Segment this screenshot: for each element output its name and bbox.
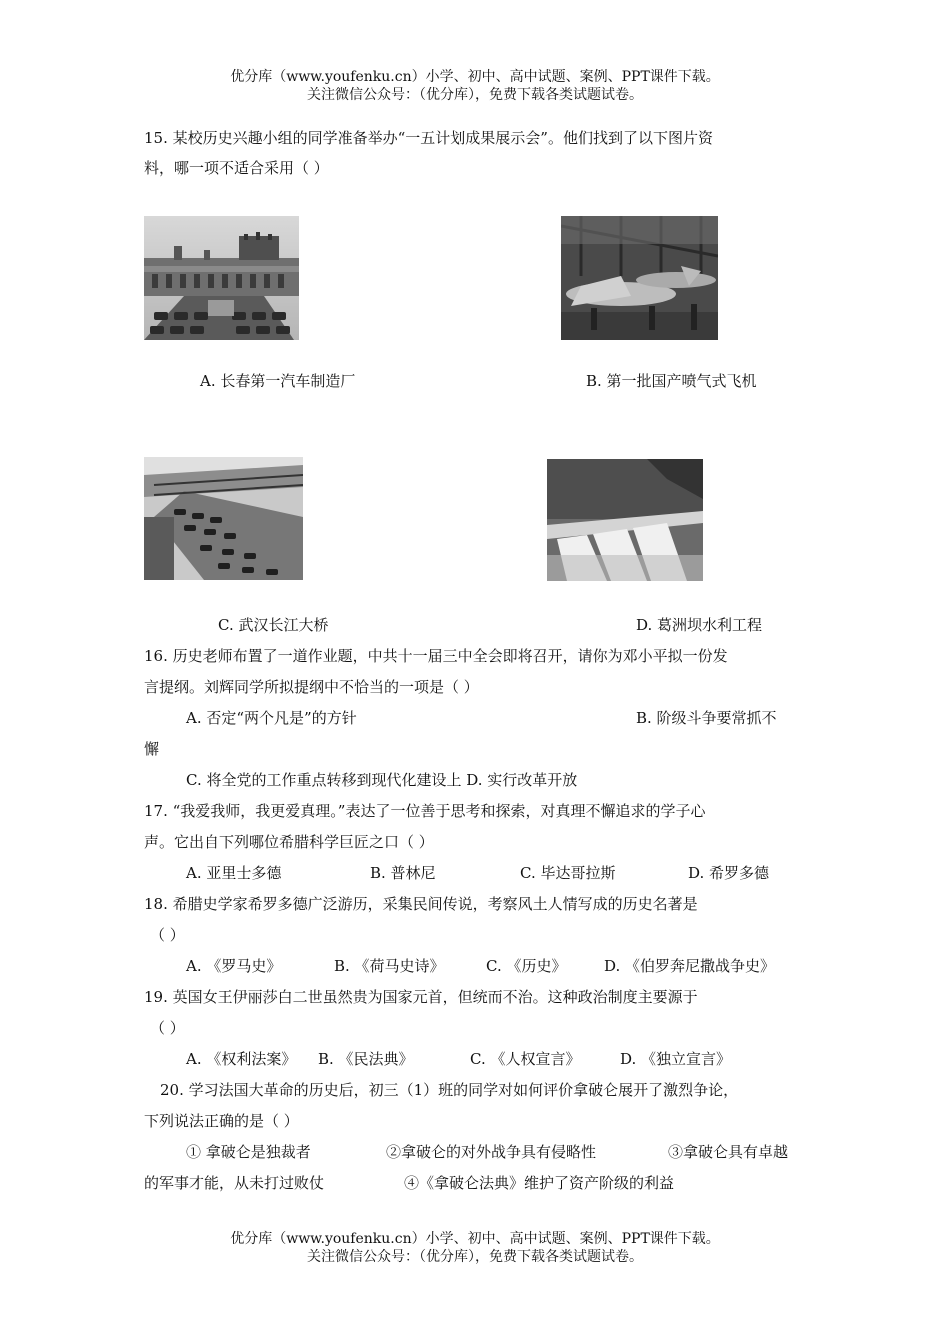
page-header-line2: 关注微信公众号：（优分库），免费下载各类试题试卷。 [307, 87, 643, 103]
photo-wuhan-bridge [144, 457, 303, 580]
q17-option-c: C. 毕达哥拉斯 [520, 864, 616, 882]
q20-item-4: ④《拿破仑法典》维护了资产阶级的利益 [404, 1174, 675, 1192]
q20-stem-line2: 下列说法正确的是（ ） [144, 1112, 299, 1130]
q20-stem-line1: 20. 学习法国大革命的历史后，初三（1）班的同学对如何评价拿破仑展开了激烈争论， [160, 1081, 739, 1099]
q17-option-a: A. 亚里士多德 [186, 864, 282, 882]
q16-stem-line1: 16. 历史老师布置了一道作业题，中共十一届三中全会即将召开，请你为邓小平拟一份发 [144, 647, 728, 665]
q19-option-a: A. 《权利法案》 [186, 1050, 297, 1068]
q20-item-1: ① 拿破仑是独裁者 [186, 1143, 311, 1161]
q17-option-d: D. 希罗多德 [688, 864, 770, 882]
q17-stem-line2: 声。它出自下列哪位希腊科学巨匠之口（ ） [144, 833, 434, 851]
photo-gezhouba-dam [547, 459, 703, 581]
q18-option-a: A. 《罗马史》 [186, 957, 282, 975]
q19-option-d: D. 《独立宣言》 [620, 1050, 732, 1068]
q15-option-b: B. 第一批国产喷气式飞机 [586, 372, 757, 390]
q18-option-b: B. 《荷马史诗》 [334, 957, 445, 975]
q17-stem-line1: 17. “我爱我师，我更爱真理。”表达了一位善于思考和探索，对真理不懈追求的学子心 [144, 802, 706, 820]
q19-option-b: B. 《民法典》 [318, 1050, 414, 1068]
q15-stem-line1: 15. 某校历史兴趣小组的同学准备举办“一五计划成果展示会”。他们找到了以下图片资 [144, 129, 713, 147]
q18-option-d: D. 《伯罗奔尼撒战争史》 [604, 957, 776, 975]
q18-stem-line1: 18. 希腊史学家希罗多德广泛游历，采集民间传说，考察风土人情写成的历史名著是 [144, 895, 698, 913]
q19-stem-line2: （ ） [150, 1019, 185, 1037]
q15-option-a: A. 长春第一汽车制造厂 [200, 372, 356, 390]
q20-item-2: ②拿破仑的对外战争具有侵略性 [386, 1143, 597, 1161]
q16-option-a: A. 否定“两个凡是”的方针 [186, 709, 357, 727]
q16-stem-line2: 言提纲。刘辉同学所拟提纲中不恰当的一项是（ ） [144, 678, 479, 696]
q20-item-3-cont: 的军事才能，从未打过败仗 [144, 1174, 325, 1192]
q19-stem-line1: 19. 英国女王伊丽莎白二世虽然贵为国家元首，但统而不治。这种政治制度主要源于 [144, 988, 698, 1006]
photo-changchun-factory [144, 216, 299, 340]
q15-stem-line2: 料，哪一项不适合采用（ ） [144, 159, 329, 177]
photo-jet-aircraft [561, 216, 718, 340]
q15-option-c: C. 武汉长江大桥 [218, 616, 329, 634]
q18-option-c: C. 《历史》 [486, 957, 567, 975]
q16-options-cd: C. 将全党的工作重点转移到现代化建设上 D. 实行改革开放 [186, 771, 578, 789]
q20-item-3: ③拿破仑具有卓越 [668, 1143, 789, 1161]
page-footer-line1: 优分库（www.youfenku.cn）小学、初中、高中试题、案例、PPT课件下载。 [230, 1231, 720, 1247]
q15-option-d: D. 葛洲坝水利工程 [636, 616, 763, 634]
q17-option-b: B. 普林尼 [370, 864, 436, 882]
q16-option-b-cont: 懈 [144, 740, 160, 758]
page-footer-line2: 关注微信公众号：（优分库），免费下载各类试题试卷。 [307, 1249, 643, 1265]
q16-option-b: B. 阶级斗争要常抓不 [636, 709, 777, 727]
q19-option-c: C. 《人权宣言》 [470, 1050, 581, 1068]
q18-stem-line2: （ ） [150, 926, 185, 944]
page-header-line1: 优分库（www.youfenku.cn）小学、初中、高中试题、案例、PPT课件下载。 [230, 69, 720, 85]
